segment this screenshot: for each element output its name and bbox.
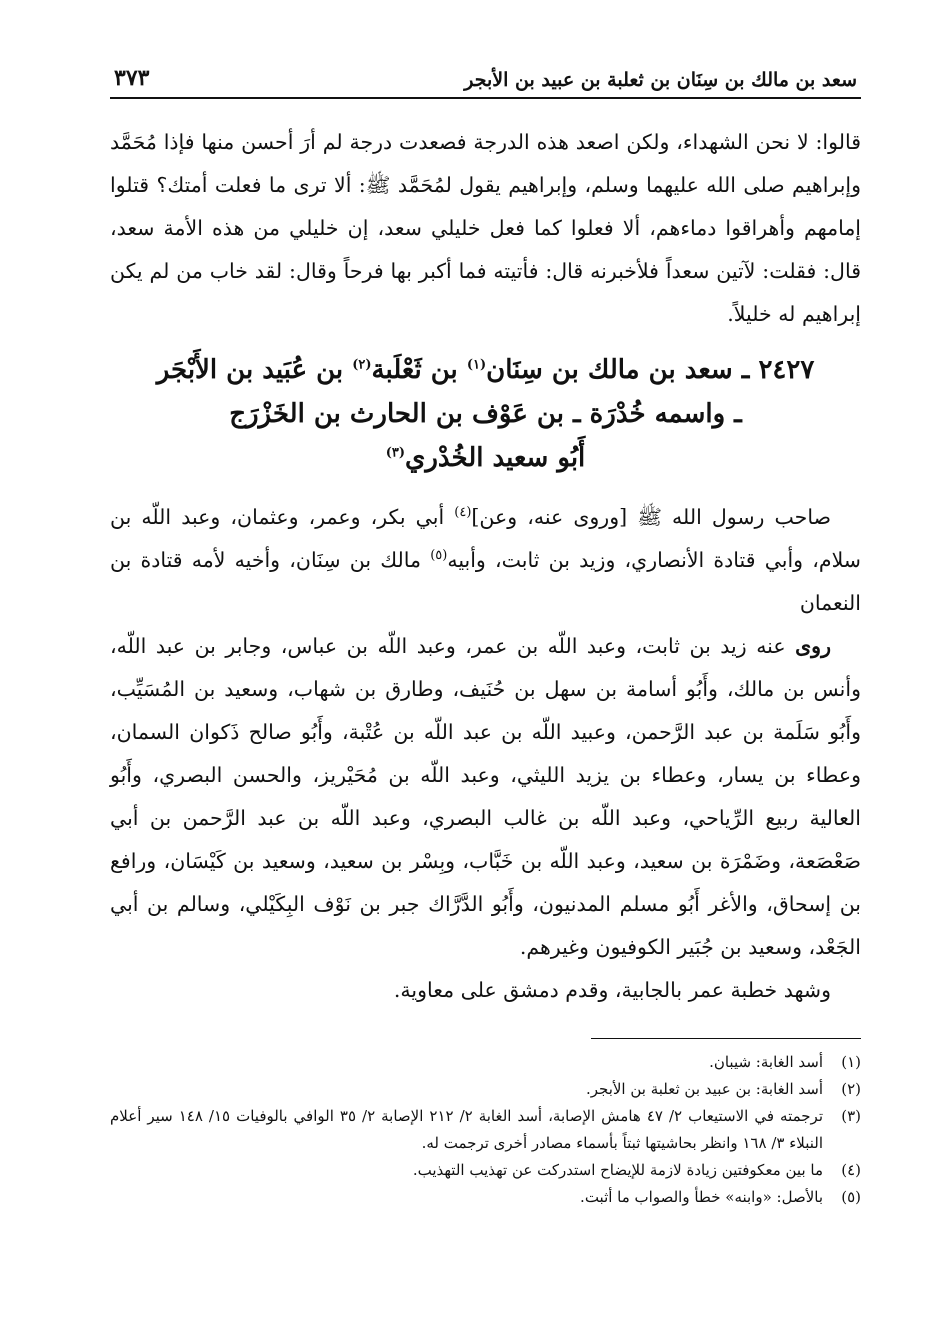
- p3-lead-word: روى: [795, 634, 831, 658]
- footnote-text: بالأصل: «وابنه» خطأ والصواب ما أثبت.: [580, 1188, 823, 1206]
- paragraph-1: قالوا: لا نحن الشهداء، ولكن اصعد هذه الدرجة فصعدت درجة لم أرَ أحسن منها فإذا مُحَمَّد وإبراهيم صلى الله عليهما وسلم، وإبراهيم يقول لمُحَمَّد ﷺ: ألا ترى ما فعلت أمتك؟ قتلوا إمامهم وأهراقوا دماءهم، ألا فعلوا كما فعل خليلي سعد، إن خليلي من هذه الأمة سعد، قال: فقلت: لآتين سعداً فلأخبرنه قال: فأتيته فما أكبر بها فرحاً وقال: لقد خاب من لم يكن إبراهيم له خليلاً.: [110, 130, 861, 326]
- running-title: سعد بن مالك بن سِنَان بن ثعلبة بن عبيد بن الأبجر: [464, 69, 857, 91]
- footnote-ref-4: (٤): [454, 505, 472, 521]
- footnote-ref-2: (٢): [352, 357, 372, 373]
- p2-text-a: صاحب رسول الله ﷺ [وروى عنه، وعن]: [471, 505, 831, 529]
- footnote-ref-1: (١): [466, 357, 487, 373]
- footnote-number: (٥): [841, 1188, 861, 1206]
- footnote-number: (٢): [841, 1080, 861, 1098]
- footnote-text: ما بين معكوفتين زيادة لازمة للإيضاح استدركت عن تهذيب التهذيب.: [412, 1161, 823, 1179]
- entry-heading-line-1: [110, 348, 861, 392]
- heading-text-1b: بن ثَعْلَبة: [371, 355, 467, 385]
- page-number: ٣٧٣: [114, 65, 150, 91]
- footnote-divider: [591, 1038, 861, 1039]
- p3-text: عنه زيد بن ثابت، وعبد اللّه بن عمر، وعبد اللّه بن عباس، وجابر بن عبد اللّه، وأنس بن مالك، وأَبُو أسامة بن سهل بن حُنَيف، وطارق بن شهاب، وسعيد بن المُسَيِّب، وأَبُو سَلَمة بن عبد الرَّحمن، وعبيد اللّه بن عبد اللّه بن عُتْبة، وأَبُو صالح ذَكوان السمان، وعطاء بن يسار، وعطاء بن يزيد الليثي، وعبد اللّه بن مُحَيْريز، والحسن البصري، وأَبُو العالية ربيع الرِّياحي، وعبد اللّه بن غالب البصري، وعبد اللّه بن عبد الرَّحمن بن أبي صَعْصَعة، وضَمْرَة بن سعيد، وعبد اللّه بن خَبَّاب، وبِسْر بن سعيد، وسعيد بن كَيْسَان، ورافع بن إسحاق، والأغر أَبُو مسلم المدنيون، وأَبُو الدَّرَّاك جبر بن نَوْف البِكَيْلي، وسالم بن أبي الجَعْد، وسعيد بن جُبَير الكوفيون وغيرهم.: [110, 634, 861, 959]
- p2-text-b: أبي بكر، وعمر، وعثمان، وعبد اللّه بن سلام، وأبي قتادة الأنصاري، وزيد بن ثابت، وأبيه: [110, 505, 861, 572]
- heading-text-3: أَبُو سعيد الخُدْري: [404, 443, 586, 473]
- footnote: [110, 1157, 861, 1184]
- footnote-ref-5: (٥): [430, 548, 448, 564]
- footnote: [110, 1184, 861, 1211]
- p2-text-c: مالك بن سِنَان، وأخيه لأمه قتادة بن النعمان: [110, 548, 861, 615]
- book-page: [110, 55, 861, 1303]
- footnote-text: أسد الغابة: شيبان.: [709, 1053, 823, 1071]
- paragraph-2: [110, 496, 861, 625]
- heading-text-1c: بن عُبَيد بن الأَبْجَر: [156, 355, 353, 385]
- footnote-ref-3: (٣): [385, 445, 405, 461]
- footnotes: [110, 1049, 861, 1211]
- paragraph-3: [110, 625, 861, 969]
- entry-heading: [110, 348, 861, 480]
- heading-text-1a: ٢٤٢٧ ـ سعد بن مالك بن سِنَان: [486, 355, 815, 385]
- entry-heading-line-3: [110, 436, 861, 480]
- footnote-number: (٤): [841, 1161, 861, 1179]
- footnote: [110, 1103, 861, 1157]
- footnote-text: أسد الغابة: بن عبيد بن ثعلبة بن الأبجر.: [585, 1080, 823, 1098]
- footnote-number: (٣): [841, 1107, 861, 1125]
- footnote-number: (١): [841, 1053, 861, 1071]
- running-header: [110, 55, 861, 99]
- paragraph-4: وشهد خطبة عمر بالجابية، وقدم دمشق على معاوية.: [393, 978, 831, 1002]
- footnote: [110, 1076, 861, 1103]
- main-text: [110, 121, 861, 1012]
- footnote: [110, 1049, 861, 1076]
- footnote-text: ترجمته في الاستيعاب ٢/ ٤٧ هامش الإصابة، أسد الغابة ٢/ ٢١٢ الإصابة ٢/ ٣٥ الوافي بالوفيات ١٥/ ١٤٨ سير أعلام النبلاء ٣/ ١٦٨ وانظر بحاشيتها ثبتاً بأسماء مصادر أخرى ترجمت له.: [110, 1107, 823, 1152]
- entry-heading-line-2: ـ واسمه خُدْرَة ـ بن عَوْف بن الحارث بن الخَزْرَج: [229, 399, 742, 429]
